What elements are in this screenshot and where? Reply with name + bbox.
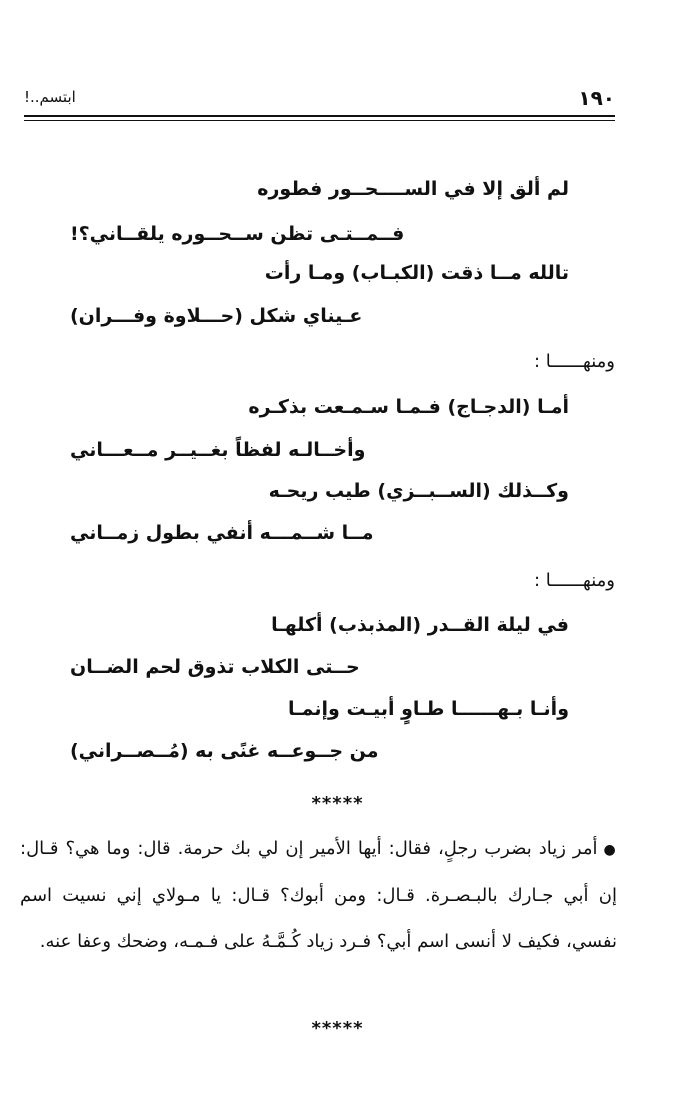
header-rule-thin: [24, 120, 615, 121]
section-label: ومنهــــــا :: [534, 570, 615, 591]
poem-line: تالله مــا ذقت (الكبـاب) ومـا رأت: [264, 262, 569, 284]
page-header: [24, 86, 615, 110]
anecdote-text: أمر زياد بضرب رجلٍ، فقال: أيها الأمير إن لي بك حرمة. قال: وما هي؟ قـال: إن أبي جـارك بالبـصـرة. قـال: ومن أبوك؟ قـال: يا مـولاي إني نسيت اسم نفسي، فكيف لا أنسى اسم أبي؟ فـرد زياد كُـمَّـهُ على فـمـه، وضحك وعفا عنه.: [20, 838, 617, 952]
poem-line: وأخــالـه لفظاً بغــيــر مــعـــاني: [70, 439, 366, 461]
poem-line: في ليلة القــدر (المذبذب) أكلهـا: [271, 614, 569, 636]
poem-line: من جــوعــه غنًى به (مُــصــراني): [70, 740, 379, 762]
bullet-icon: ●: [603, 842, 617, 858]
poem-line: مــا شــمـــه أنفي بطول زمــاني: [70, 522, 374, 544]
poem-line: لم ألق إلا في الســــحــور فطوره: [257, 178, 569, 200]
separator-stars: *****: [311, 1018, 364, 1039]
poem-line: وكــذلك (الســبــزي) طيب ريحـه: [268, 480, 569, 502]
poem-line: أمـا (الدجـاج) فـمـا سـمـعت بذكـره: [248, 396, 569, 418]
running-title: ابتسم..!: [24, 88, 76, 106]
poem-line: فــمــتـى تظن ســحــوره يلقــاني؟!: [70, 223, 405, 245]
header-rule-thick: [24, 115, 615, 117]
poem-line: عـيناي شكل (حـــلاوة وفـــران): [70, 305, 363, 327]
section-label: ومنهــــــا :: [534, 351, 615, 372]
poem-line: حــتى الكلاب تذوق لحم الضــان: [70, 656, 360, 678]
poem-line: وأنـا بـهــــــا طـاوٍ أبيـت وإنمـا: [288, 698, 569, 720]
page-number: ١٩٠: [578, 86, 615, 110]
separator-stars: *****: [311, 793, 364, 814]
anecdote-paragraph: [20, 826, 617, 965]
